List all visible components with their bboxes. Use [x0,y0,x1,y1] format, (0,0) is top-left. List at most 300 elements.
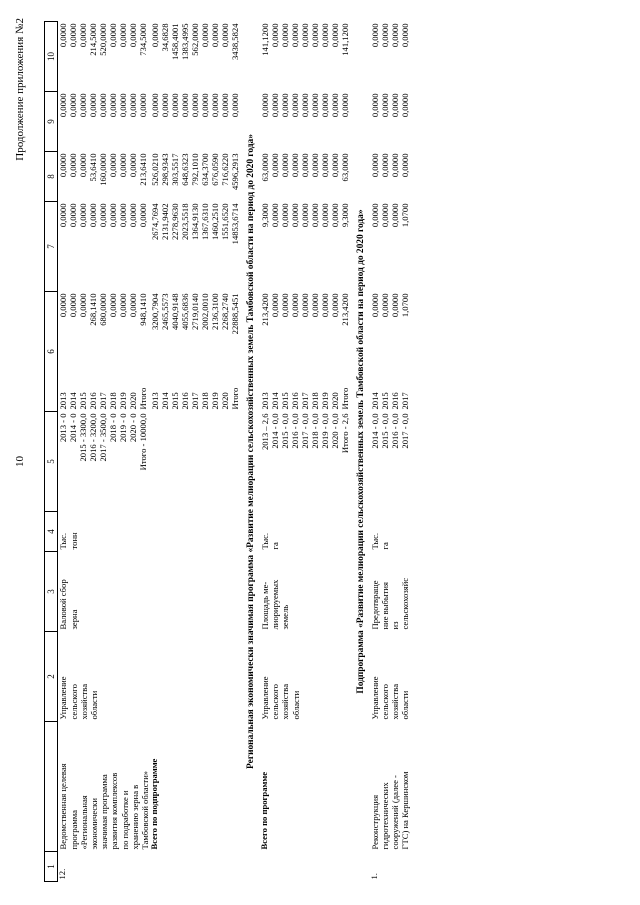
row-col6-line: 0,0000 [369,293,380,318]
row-executor-line: Управление [58,676,69,720]
row-unit-line: Тыс. [58,532,69,550]
row-col7 [260,202,350,292]
row-years-line: 2014 [160,392,171,410]
row-col7-line: 1460,2510 [210,203,221,241]
row-col9-line: 0,0000 [150,93,161,118]
row-name-line: по подработке и [119,790,130,850]
row-col10 [260,22,350,92]
row-years-line: 2020 [220,392,231,410]
row-targets-line: 2017 - 0,0 [299,413,310,449]
row-col7 [58,202,150,292]
row-col10 [150,22,240,92]
row-years-line: 2020 [128,392,139,410]
row-years-line: 2015 [170,392,181,410]
row-unit [260,512,350,552]
row-col10-line: 0,0000 [220,23,231,48]
row-col9-line: 0,0000 [339,93,350,118]
row-col7-line: 0,0000 [319,203,330,228]
row-years-line: 2017 [190,392,201,410]
row-col9-line: 0,0000 [190,93,201,118]
row-years-line: 2013 [58,392,69,410]
row-targets [260,412,350,512]
row-col9-line: 0,0000 [369,93,380,118]
table-row [370,22,411,882]
row-col10-line: 141,1200 [339,23,350,56]
row-col6 [150,292,240,372]
row-col7-line: 1367,6310 [200,203,211,241]
row-targets-line: 2019 - 0 [118,413,129,443]
row-years-line: 2017 [299,392,310,410]
row-col9 [150,92,240,152]
row-col6-line: 0,0000 [289,293,300,318]
row-col8 [150,152,240,202]
row-col10-line: 0,0000 [309,23,320,48]
row-executor-line: области [88,690,99,720]
row-indicator-line: земель [280,604,291,630]
row-number: 12. [57,868,68,880]
row-indicator-line: Предотвраще [369,580,380,630]
row-col9-line: 0,0000 [299,93,310,118]
section-title-row [240,22,260,882]
row-col7-line: 1551,6520 [220,203,231,241]
row-col9-line: 0,0000 [259,93,270,118]
row-col8-line: 0,0000 [279,153,290,178]
row-col6-line: 0,0000 [319,293,330,318]
row-col10-line: 1458,4001 [170,23,181,61]
row-col9 [370,92,411,152]
row-col10-line: 0,0000 [78,23,89,48]
row-years-line: 2013 [150,392,161,410]
row-col6-line: 0,0000 [309,293,320,318]
row-col6-line: 2719,0140 [190,293,201,331]
row-col9 [260,92,350,152]
row-col10 [370,22,411,92]
row-col6 [260,292,350,372]
row-indicator [58,552,150,632]
row-targets-line: 2014 - 0,0 [269,413,280,449]
row-col7-line: 2278,9630 [170,203,181,241]
row-col9-line: 0,0000 [399,93,410,118]
row-years-line: 2016 [180,392,191,410]
row-col9-line: 0,0000 [160,93,171,118]
row-col9-line: 0,0000 [78,93,89,118]
row-col9-line: 0,0000 [329,93,340,118]
row-years-line: 2015 [379,392,390,410]
row-col8-line: 0,0000 [379,153,390,178]
row-targets [370,412,411,512]
row-col7-line: 9,3000 [339,203,350,228]
row-col10-line: 34,6828 [160,23,171,52]
row-col9-line: 0,0000 [180,93,191,118]
row-targets-line: 2014 - 0,0 [369,413,380,449]
row-years-line: 2018 [108,392,119,410]
row-col7-line: 14853,6714 [230,203,241,245]
row-unit [58,512,150,552]
row-years [150,372,240,412]
row-targets [58,412,150,512]
row-col10-line: 0,0000 [108,23,119,48]
row-col9 [58,92,150,152]
section-title: Региональная экономически значимая программа «Развитие мелиорации сельскохозяйственных земель Тамбовской области на период до 2020 года» [246,134,257,769]
row-col8-line: 0,0000 [329,153,340,178]
row-col8-line: 0,0000 [108,153,119,178]
row-col8-line: 213,6410 [138,153,149,186]
row-col8-line: 634,3700 [200,153,211,186]
row-years-line: 2019 [118,392,129,410]
row-col10-line: 0,0000 [319,23,330,48]
row-executor-line: хозяйства [78,683,89,720]
row-unit [370,512,411,552]
row-indicator-line: лиорируемых [270,579,281,630]
row-col8-line: 0,0000 [299,153,310,178]
row-col8-line: 160,0000 [98,153,109,186]
row-col6-line: 0,0000 [118,293,129,318]
row-col7-line: 0,0000 [269,203,280,228]
column-number: 4 [45,512,58,552]
row-name-line: Реконструкция [369,794,380,850]
table-row [150,22,240,882]
row-col9-line: 0,0000 [108,93,119,118]
row-executor [58,632,150,722]
page-number: 10 [14,456,26,467]
row-col9-line: 0,0000 [389,93,400,118]
row-col10-line: 0,0000 [210,23,221,48]
row-targets-line: Итого - 2,6 [339,413,350,454]
row-col10-line: 520,0000 [98,23,109,56]
row-col6-line: 0,0000 [58,293,69,318]
program-financing-table [44,21,411,882]
row-col8-line: 0,0000 [58,153,69,178]
row-col8-line: 526,0210 [150,153,161,186]
row-indicator-line: Валовой сбор [58,579,69,630]
row-targets-line: 2015 - 3300,0 [78,413,89,462]
row-name-line: значимая программа [99,774,110,850]
row-col8-line: 298,9343 [160,153,171,186]
row-col9-line: 0,0000 [58,93,69,118]
column-number: 8 [45,152,58,202]
row-name-line: ГТС) на Кершинском [400,771,411,850]
column-number-row [45,22,58,882]
row-col8-line: 0,0000 [309,153,320,178]
row-col10-line: 0,0000 [68,23,79,48]
row-col9-line: 0,0000 [220,93,231,118]
row-col8 [260,152,350,202]
row-col6-line: 1,0700 [399,293,410,318]
row-col8-line: 648,6323 [180,153,191,186]
row-number: 1. [368,873,379,880]
column-number: 2 [45,632,58,722]
row-col7-line: 9,3000 [259,203,270,228]
row-col8-line: 0,0000 [269,153,280,178]
row-col6-line: 213,4200 [339,293,350,326]
program-total-label: Всего по программе [258,771,269,850]
row-years-line: Итого [138,387,149,410]
row-col10-line: 0,0000 [128,23,139,48]
row-name-line: программа [68,810,79,850]
row-unit-line: Тыс. [369,532,380,550]
row-indicator-line: из [390,621,401,630]
row-years-line: 2017 [98,392,109,410]
row-executor-line: хозяйства [390,683,401,720]
row-col10-line: 1383,4995 [180,23,191,61]
row-targets-line: 2020 - 0 [128,413,139,443]
row-years-line: 2017 [399,392,410,410]
row-col8-line: 792,1010 [190,153,201,186]
row-col9-line: 0,0000 [128,93,139,118]
row-col6-line: 0,0000 [269,293,280,318]
row-executor-line: Управление [369,676,380,720]
row-col8-line: 63,0000 [339,153,350,182]
row-name-line: развития комплексов [109,772,120,850]
column-number: 1 [45,852,58,882]
row-col6-line: 0,0000 [379,293,390,318]
row-years-line: 2018 [200,392,211,410]
row-col8-line: 0,0000 [399,153,410,178]
row-col7-line: 1364,9130 [190,203,201,241]
row-col6-line: 2268,2740 [220,293,231,331]
row-years-line: 2019 [210,392,221,410]
row-years-line: 2018 [309,392,320,410]
row-years-line: 2014 [369,392,380,410]
row-indicator [260,552,350,632]
row-col6-line: 0,0000 [68,293,79,318]
row-col9-line: 0,0000 [200,93,211,118]
row-col10-line: 3438,5824 [230,23,241,61]
row-col8-line: 0,0000 [68,153,79,178]
row-col10-line: 0,0000 [58,23,69,48]
row-col10-line: 214,5000 [88,23,99,56]
row-col6 [58,292,150,372]
row-col6-line: 213,4200 [259,293,270,326]
row-col7 [370,202,411,292]
subprogram-total-label: Всего по подпрограмме [149,758,160,850]
row-col9-line: 0,0000 [138,93,149,118]
row-name-line: гидротехнических [380,782,390,850]
row-indicator-line: сельскохозяйс [400,577,411,630]
row-col10-line: 0,0000 [279,23,290,48]
row-col7-line: 0,0000 [78,203,89,228]
row-col7-line: 0,0000 [329,203,340,228]
row-col9-line: 0,0000 [279,93,290,118]
row-col10-line: 0,0000 [289,23,300,48]
row-years-line: 2014 [68,392,79,410]
row-years-line: 2015 [279,392,290,410]
row-col7-line: 2023,5518 [180,203,191,241]
row-col10-line: 0,0000 [389,23,400,48]
row-years-line: 2019 [319,392,330,410]
row-col6-line: 0,0000 [299,293,310,318]
row-col6-line: 2465,5573 [160,293,171,331]
row-executor-line: сельского [270,684,281,720]
row-executor-line: Управление [259,676,270,720]
row-indicator-line: Площадь ме- [259,581,270,630]
column-number: 5 [45,412,58,512]
row-unit-line: га [380,542,390,550]
row-col8-line: 0,0000 [289,153,300,178]
row-targets-line: 2018 - 0,0 [309,413,320,449]
table-row [260,22,350,882]
document-page [10,12,630,892]
row-col8 [58,152,150,202]
row-executor [260,632,350,722]
row-years-line: 2013 [259,392,270,410]
row-targets-line: 2014 - 0 [68,413,79,443]
row-col7-line: 0,0000 [108,203,119,228]
row-name-line: «Региональная [78,795,89,850]
row-col8-line: 303,5517 [170,153,181,186]
row-col10-line: 734,5000 [138,23,149,56]
row-col7-line: 0,0000 [379,203,390,228]
row-years [260,372,350,412]
row-col7-line: 0,0000 [138,203,149,228]
row-targets-line: 2013 – 2,6 [259,413,270,451]
row-unit-line: га [270,542,281,550]
row-name [58,722,150,852]
row-col6-line: 0,0000 [389,293,400,318]
row-years-line: Итого [339,387,350,410]
row-targets-line: 2019 - 0,0 [319,413,330,449]
row-col7-line: 0,0000 [118,203,129,228]
row-col7-line: 0,0000 [88,203,99,228]
row-col10-line: 0,0000 [369,23,380,48]
row-col8-line: 4596,2913 [230,153,241,191]
row-targets-line: 2016 - 3200,0 [88,413,99,462]
row-name-line: Ведомственная целевая [58,763,69,850]
row-col6-line: 2136,3100 [210,293,221,331]
row-col8-line: 0,0000 [118,153,129,178]
row-col6-line: 268,1410 [88,293,99,326]
row-targets-line: 2015 - 0,0 [379,413,390,449]
column-number: 7 [45,202,58,292]
row-col7-line: 0,0000 [68,203,79,228]
row-years-line: Итого [230,387,241,410]
row-col7-line: 0,0000 [389,203,400,228]
row-targets-line: 2013 - 0 [58,413,69,443]
row-col10-line: 0,0000 [399,23,410,48]
row-col10-line: 0,0000 [200,23,211,48]
row-col9-line: 0,0000 [379,93,390,118]
row-years-line: 2020 [329,392,340,410]
row-col6-line: 0,0000 [108,293,119,318]
row-col10-line: 0,0000 [269,23,280,48]
row-col9-line: 0,0000 [309,93,320,118]
column-number: 9 [45,92,58,152]
row-name-line: хранению зерна в [129,784,140,850]
row-targets-line: 2017 - 0,0 [399,413,410,449]
row-name-line: Тамбовской области» [139,770,150,850]
row-col9-line: 0,0000 [118,93,129,118]
row-executor-line: сельского [380,684,390,720]
row-targets-line: 2016 - 0,0 [289,413,300,449]
row-unit-line: Тыс. [259,532,270,550]
row-col6-line: 680,0000 [98,293,109,326]
row-col9-line: 0,0000 [269,93,280,118]
row-years-line: 2014 [269,392,280,410]
row-col9-line: 0,0000 [170,93,181,118]
row-col9-line: 0,0000 [230,93,241,118]
row-col7-line: 2131,9402 [160,203,171,241]
row-col8-line: 63,0000 [259,153,270,182]
row-years-line: 2016 [289,392,300,410]
row-years-line: 2016 [389,392,400,410]
row-col9-line: 0,0000 [319,93,330,118]
row-years [370,372,411,412]
row-col6-line: 0,0000 [78,293,89,318]
appendix-continuation-heading: Продолжение приложения №2 [14,18,26,161]
row-col7-line: 0,0000 [289,203,300,228]
row-col7-line: 0,0000 [98,203,109,228]
row-col8-line: 0,0000 [319,153,330,178]
row-col8-line: 0,0000 [389,153,400,178]
row-executor [370,632,411,722]
row-col8 [370,152,411,202]
row-col7-line: 1,0700 [399,203,410,228]
column-number: 10 [45,22,58,92]
row-col8-line: 716,6220 [220,153,231,186]
row-col10-line: 562,0000 [190,23,201,56]
row-col10-line: 0,0000 [299,23,310,48]
row-col6-line: 4055,6836 [180,293,191,331]
row-col9-line: 0,0000 [289,93,300,118]
row-col9-line: 0,0000 [98,93,109,118]
row-col9-line: 0,0000 [68,93,79,118]
row-years [58,372,150,412]
row-col6-line: 0,0000 [279,293,290,318]
column-number: 6 [45,292,58,412]
row-col6-line: 0,0000 [329,293,340,318]
row-col7-line: 0,0000 [309,203,320,228]
row-col7-line: 0,0000 [299,203,310,228]
row-unit-line: тонн [68,532,79,550]
table-row [58,22,150,882]
row-indicator-line: ние выбытия [380,582,390,630]
row-col9-line: 0,0000 [88,93,99,118]
row-executor-line: области [400,690,411,720]
row-col8-line: 53,6410 [88,153,99,182]
row-col7-line: 0,0000 [369,203,380,228]
row-executor-line: области [290,690,301,720]
row-col7-line: 0,0000 [128,203,139,228]
row-col10-line: 0,0000 [150,23,161,48]
row-executor-line: хозяйства [280,683,291,720]
row-col6-line: 4040,9148 [170,293,181,331]
row-col9-line: 0,0000 [210,93,221,118]
row-col8-line: 676,0590 [210,153,221,186]
row-col8-line: 0,0000 [78,153,89,178]
row-col6-line: 3200,7904 [150,293,161,331]
row-col6 [370,292,411,372]
row-col6-line: 948,1410 [138,293,149,326]
row-targets-line: 2017 - 3500,0 [98,413,109,462]
row-col10-line: 0,0000 [379,23,390,48]
row-indicator-line: зерна [68,609,79,630]
row-targets-line: 2018 - 0 [108,413,119,443]
subprogram-title-row [350,22,370,882]
row-name-line: сооружений (далее - [390,775,401,850]
row-name-line: экономически [88,798,99,850]
row-col7-line: 0,0000 [58,203,69,228]
row-col7-line: 0,0000 [279,203,290,228]
row-executor-line: сельского [68,684,79,720]
column-number: 3 [45,552,58,632]
row-indicator [370,552,411,632]
row-name [370,722,411,852]
row-col7-line: 2674,7694 [150,203,161,241]
row-col8-line: 0,0000 [128,153,139,178]
row-col10-line: 141,1200 [259,23,270,56]
row-col6-line: 2002,0010 [200,293,211,331]
row-col7 [150,202,240,292]
